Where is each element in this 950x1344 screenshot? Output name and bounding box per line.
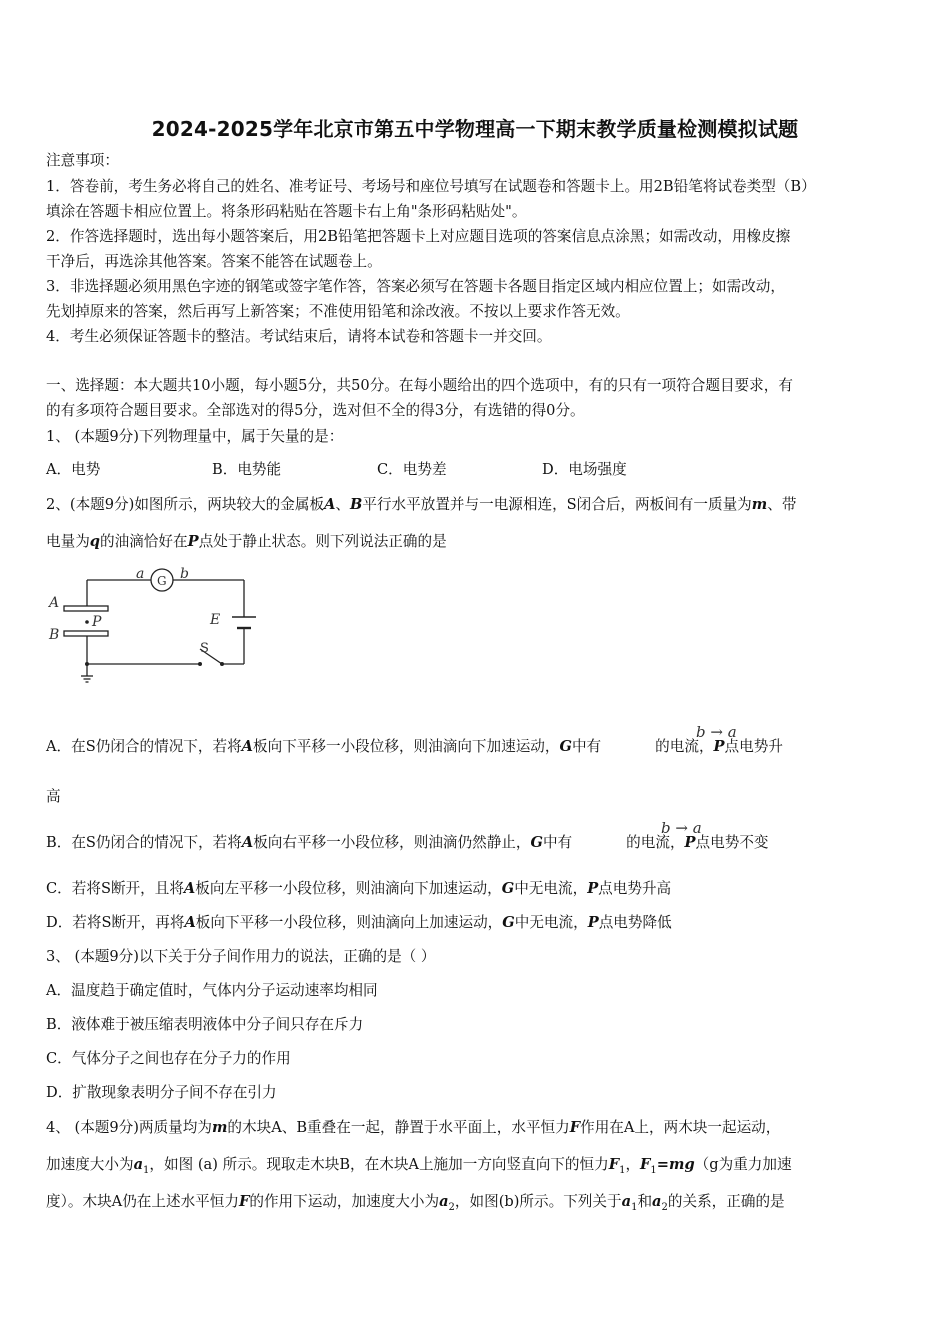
text: ， [625,1156,641,1173]
text: 中有 [571,738,602,755]
oil-drop [85,620,89,624]
var-P: P [684,834,696,851]
text: （g为重力加速 [694,1156,792,1173]
label-plate-a: A [49,595,60,611]
text: 的作用下运动，加速度大小为 [249,1193,440,1210]
current-direction: b → a [661,819,702,837]
label-g: G [157,574,167,588]
notice-line: 2．作答选择题时，选出每小题答案后，用2B铅笔把答题卡上对应题目选项的答案信息点涂黑；如需改动，用橡皮擦 [46,228,791,245]
var-A: A [241,834,254,851]
var-P: P [587,914,599,931]
text: 的关系，正确的是 [667,1193,785,1210]
text: D．若将S断开，再将 [46,914,185,931]
text: A．在S仍闭合的情况下，若将 [46,738,242,755]
q3-option-c: C．气体分子之间也存在分子力的作用 [46,1050,291,1067]
q2-option-a-cont: 高 [46,788,61,805]
label-p: P [92,614,102,630]
var-m: m [211,1119,228,1136]
junction [220,662,224,666]
text: 度）。木块A仍在上述水平恒力 [46,1193,239,1210]
stem-text: 、带 [767,496,797,513]
question-2-stem [46,532,908,552]
subscript: 2 [448,1201,455,1213]
notice-line: 干净后，再选涂其他答案。答案不能答在试题卷上。 [46,253,382,270]
stem-text: 的油滴恰好在 [100,533,188,550]
label-s: S [200,641,209,656]
label-e: E [210,612,221,628]
junction [198,662,202,666]
var-A: A [183,880,196,897]
question-4-stem [46,1118,908,1138]
text: 4、 (本题9分)两质量均为 [46,1119,212,1136]
text: 板向下平移一小段位移，则油滴向上加速运动， [195,914,503,931]
subscript: 1 [631,1201,638,1213]
sep: 、 [335,496,350,513]
text: C．若将S断开，且将 [46,880,184,897]
stem-text: 点处于静止状态。则下列说法正确的是 [198,533,447,550]
text: 点电势升 [724,738,783,755]
question-1-stem: 1、 (本题9分)下列物理量中，属于矢量的是： [46,428,344,445]
circuit-diagram [44,562,274,690]
q3-option-b: B．液体难于被压缩表明液体中分子间只存在斥力 [46,1016,364,1033]
stem-text: 电量为 [46,533,90,550]
notice-line: 3．非选择题必须用黑色字迹的钢笔或签字笔作答，答案必须写在答题卡各题目指定区域内相应位置上；如需改动， [46,278,785,295]
var-G: G [559,738,572,755]
subscript: 1 [619,1164,626,1176]
var-A: A [184,914,196,931]
q3-option-d: D．扩散现象表明分子间不存在引力 [46,1084,277,1101]
section-intro: 的有多项符合题目要求。全部选对的得5分，选对但不全的得3分，有选错的得0分。 [46,402,585,419]
q2-option-d [46,913,672,933]
q1-option-c: C．电势差 [377,461,447,478]
var-G: G [530,834,543,851]
notice-line: 填涂在答题卡相应位置上。将条形码粘贴在答题卡右上角"条形码粘贴处"。 [46,203,527,220]
text: 点电势不变 [695,834,769,851]
subscript: 1 [650,1164,657,1176]
equation: =mg [656,1156,695,1173]
text: B．在S仍闭合的情况下，若将 [46,834,242,851]
q3-option-a: A．温度趋于确定值时，气体内分子运动速率均相同 [46,982,378,999]
stem-text: 2、(本题9分)如图所示，两块较大的金属板 [46,496,325,513]
text: 中无电流， [514,880,588,897]
var-a1: a [621,1193,632,1210]
text: 中有 [542,834,573,851]
junction [85,662,89,666]
text: 加速度大小为 [46,1156,134,1173]
text: 的电流， [655,738,714,755]
var-F: F [238,1193,250,1210]
var-F: F [569,1119,581,1136]
var-A: A [241,738,253,755]
subscript: 2 [661,1201,668,1213]
subscript: 1 [143,1164,150,1176]
text: 板向右平移一小段位移，则油滴仍然静止， [253,834,531,851]
text: 板向左平移一小段位移，则油滴向下加速运动， [195,880,502,897]
text: 作用在A上，两木块一起运动， [580,1119,781,1136]
section-intro: 一、选择题：本大题共10小题，每小题5分，共50分。在每小题给出的四个选项中，有的只有一项符合题目要求，有 [46,377,793,394]
page-title: 2024-2025学年北京市第五中学物理高一下期末教学质量检测模拟试题 [151,117,799,141]
var-a2: a [439,1193,449,1210]
var-G: G [502,914,515,931]
label-a: a [136,566,145,582]
var-G: G [501,880,515,897]
q2-option-c [46,879,671,899]
label-b: b [180,566,189,582]
var-P: P [187,533,199,550]
plate-a [64,606,108,611]
text: ，如图 (a) 所示。现取走木块B，在木块A上施加一方向竖直向下的恒力 [149,1156,609,1173]
var-A: A [324,496,336,513]
var-P: P [713,738,725,755]
notice-line: 先划掉原来的答案，然后再写上新答案；不准使用铅笔和涂改液。不按以上要求作答无效。 [46,303,630,320]
notice-line: 4．考生必须保证答题卡的整洁。考试结束后，请将本试卷和答题卡一并交回。 [46,328,552,345]
text: 的电流， [626,834,685,851]
question-4-stem [46,1192,908,1218]
var-q: q [89,533,101,550]
var-a2: a [652,1193,662,1210]
question-2-stem [46,495,908,515]
text: 点电势降低 [598,914,672,931]
plate-b [64,631,108,636]
current-direction: b → a [696,723,737,741]
text: 和 [637,1193,653,1210]
notice-heading: 注意事项： [46,152,119,169]
var-F1: F [640,1156,651,1173]
text: 点电势升高 [598,880,672,897]
q1-option-d: D．电场强度 [542,461,627,478]
var-B: B [350,496,363,513]
var-m: m [751,496,768,513]
q1-option-b: B．电势能 [212,461,282,478]
var-a1: a [133,1156,144,1173]
q1-option-a: A．电势 [46,461,101,478]
var-F1: F [608,1156,620,1173]
q2-option-a [46,737,783,757]
text: 中无电流， [514,914,588,931]
notice-line: 1．答卷前，考生务必将自己的姓名、准考证号、考场号和座位号填写在试题卷和答题卡上。用2B铅笔将试卷类型（B） [46,178,816,195]
question-4-stem [46,1155,908,1181]
stem-text: 平行水平放置并与一电源相连，S闭合后，两板间有一质量为 [362,496,752,513]
label-plate-b: B [49,627,60,643]
question-3-stem: 3、 (本题9分)以下关于分子间作用力的说法，正确的是（ ） [46,948,436,965]
text: 板向下平移一小段位移，则油滴向下加速运动， [253,738,560,755]
text: ，如图(b)所示。下列关于 [454,1193,622,1210]
text: 的木块A、B重叠在一起，静置于水平面上，水平恒力 [227,1119,570,1136]
var-P: P [587,880,599,897]
